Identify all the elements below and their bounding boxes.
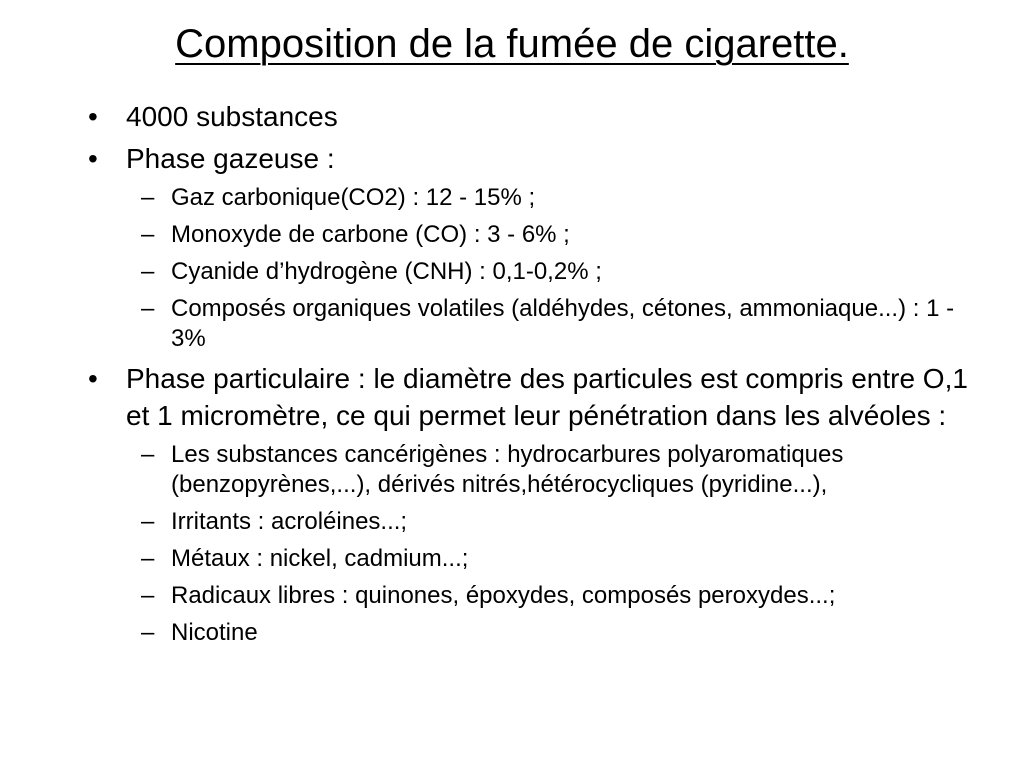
bullet-text: 4000 substances (126, 101, 338, 132)
bullet-icon: • (88, 143, 98, 174)
bullet-list (88, 98, 968, 648)
dash-icon: – (141, 295, 155, 322)
sub-item (88, 294, 968, 354)
sub-item (88, 581, 968, 611)
sub-item (88, 618, 968, 648)
bullet-text: Phase gazeuse : (126, 143, 335, 174)
sub-item-text: Monoxyde de carbone (CO) : 3 - 6% ; (171, 221, 570, 248)
sub-item-text: Métaux : nickel, cadmium...; (171, 545, 469, 572)
slide-title: Composition de la fumée de cigarette. (175, 22, 849, 66)
sub-item-text: Irritants : acroléines...; (171, 508, 408, 535)
bullet-icon: • (88, 363, 98, 394)
sub-item-text: Gaz carbonique(CO2) : 12 - 15% ; (171, 184, 536, 211)
sub-item (88, 440, 968, 500)
sub-item (88, 220, 968, 250)
sub-item (88, 183, 968, 213)
bullet-item-phase-gazeuse (88, 140, 968, 177)
sub-item-text: Les substances cancérigènes : hydrocarbures polyaromatiques (benzopyrènes,...), dérivés nitrés,hétérocycliques (pyridine...), (171, 441, 844, 498)
sub-item (88, 507, 968, 537)
dash-icon: – (141, 221, 155, 248)
dash-icon: – (141, 545, 155, 572)
dash-icon: – (141, 258, 155, 285)
sub-item-text: Cyanide d’hydrogène (CNH) : 0,1-0,2% ; (171, 258, 602, 285)
sub-item-text: Nicotine (171, 619, 258, 646)
bullet-icon: • (88, 101, 98, 132)
bullet-text: Phase particulaire : le diamètre des particules est compris entre O,1 et 1 micromètre, ce qui permet leur pénétration dans les alvéoles : (126, 363, 968, 431)
dash-icon: – (141, 441, 155, 468)
dash-icon: – (141, 619, 155, 646)
bullet-item-substances (88, 98, 968, 135)
dash-icon: – (141, 508, 155, 535)
sub-item-text: Radicaux libres : quinones, époxydes, composés peroxydes...; (171, 582, 836, 609)
sub-item-text: Composés organiques volatiles (aldéhydes, cétones, ammoniaque...) : 1 - 3% (171, 295, 955, 352)
dash-icon: – (141, 184, 155, 211)
dash-icon: – (141, 582, 155, 609)
bullet-item-phase-particulaire (88, 360, 968, 434)
sub-item (88, 257, 968, 287)
sub-item (88, 544, 968, 574)
